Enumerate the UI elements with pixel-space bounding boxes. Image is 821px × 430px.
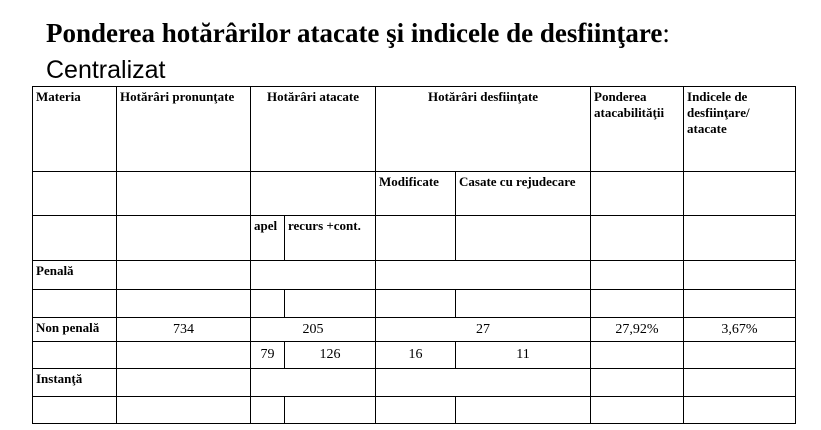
empty-cell (285, 397, 376, 424)
value-desfiintate: 27 (376, 318, 591, 342)
table-row-instanta-detail (33, 397, 796, 424)
header-atacate: Hotărâri atacate (251, 87, 376, 172)
empty-cell (251, 172, 376, 216)
title-colon: : (662, 18, 670, 48)
empty-cell (591, 369, 684, 397)
empty-cell (33, 172, 117, 216)
empty-cell (456, 216, 591, 261)
empty-cell (33, 342, 117, 369)
value-pronuntate: 734 (117, 318, 251, 342)
empty-cell (684, 397, 796, 424)
header-desfiintate: Hotărâri desfiinţate (376, 87, 591, 172)
empty-cell (684, 261, 796, 290)
empty-cell (684, 172, 796, 216)
empty-cell (376, 216, 456, 261)
empty-cell (376, 369, 591, 397)
empty-cell (33, 290, 117, 318)
table-row-non-penala-detail (33, 342, 796, 369)
empty-cell (376, 261, 591, 290)
empty-cell (117, 261, 251, 290)
empty-cell (251, 261, 376, 290)
value-indicele: 3,67% (684, 318, 796, 342)
empty-cell (117, 290, 251, 318)
empty-cell (684, 369, 796, 397)
empty-cell (117, 216, 251, 261)
header-apel: apel (251, 216, 285, 261)
empty-cell (376, 397, 456, 424)
header-indicele: Indicele de desfiinţare/ atacate (684, 87, 796, 172)
row-label-non-penala: Non penală (33, 318, 117, 342)
empty-cell (251, 369, 376, 397)
empty-cell (591, 172, 684, 216)
empty-cell (251, 290, 285, 318)
empty-cell (684, 290, 796, 318)
empty-cell (591, 216, 684, 261)
empty-cell (117, 397, 251, 424)
table-row-penala (33, 261, 796, 290)
empty-cell (33, 397, 117, 424)
header-materia: Materia (33, 87, 117, 172)
empty-cell (285, 290, 376, 318)
empty-cell (591, 397, 684, 424)
empty-cell (251, 397, 285, 424)
empty-cell (591, 342, 684, 369)
empty-cell (684, 342, 796, 369)
empty-cell (456, 290, 591, 318)
table-row-non-penala (33, 318, 796, 342)
value-atacate: 205 (251, 318, 376, 342)
header-pronuntate: Hotărâri pronunţate (117, 87, 251, 172)
header-row-3 (33, 216, 796, 261)
value-ponderea: 27,92% (591, 318, 684, 342)
empty-cell (591, 261, 684, 290)
header-modificate: Modificate (376, 172, 456, 216)
empty-cell (684, 216, 796, 261)
header-row-1 (33, 87, 796, 172)
header-row-2 (33, 172, 796, 216)
value-modificate: 16 (376, 342, 456, 369)
statistics-table (32, 86, 796, 424)
page-subtitle: Centralizat (46, 56, 166, 84)
empty-cell (591, 290, 684, 318)
table-row-instanta (33, 369, 796, 397)
header-recurs: recurs +cont. (285, 216, 376, 261)
title-text: Ponderea hotărârilor atacate şi indicele de desfiinţare (46, 18, 663, 48)
empty-cell (117, 172, 251, 216)
empty-cell (117, 369, 251, 397)
value-casate: 11 (456, 342, 591, 369)
row-label-instanta: Instanţă (33, 369, 117, 397)
table-row-penala-detail (33, 290, 796, 318)
row-label-penala: Penală (33, 261, 117, 290)
value-apel: 79 (251, 342, 285, 369)
header-ponderea: Ponderea atacabilităţii (591, 87, 684, 172)
empty-cell (376, 290, 456, 318)
empty-cell (456, 397, 591, 424)
value-recurs: 126 (285, 342, 376, 369)
page-title (46, 16, 670, 50)
empty-cell (33, 216, 117, 261)
empty-cell (117, 342, 251, 369)
header-casate: Casate cu rejudecare (456, 172, 591, 216)
